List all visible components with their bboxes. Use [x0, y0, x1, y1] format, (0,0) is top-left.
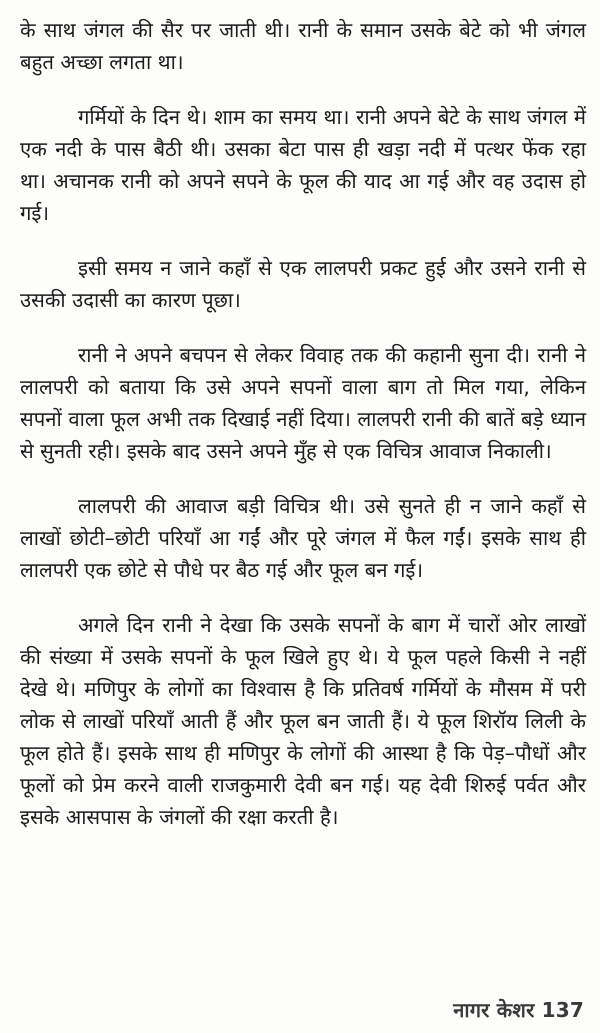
paragraph-5: लालपरी की आवाज बड़ी विचित्र थी। उसे सुनते ही न जाने कहाँ से लाखों छोटी–छोटी परियाँ आ गईं और पूरे जंगल में फैल गईं। इसके साथ ही लालपरी एक छोटे से पौधे पर बैठ गई और फूल बन गई।	[20, 494, 586, 582]
page-number: 137	[541, 998, 584, 1022]
page-footer	[453, 996, 584, 1023]
paragraph-6: अगले दिन रानी ने देखा कि उसके सपनों के बाग में चारों ओर लाखों की संख्या में उसके सपनों के फूल खिले हुए थे। ये फूल पहले किसी ने नहीं देखे थे। मणिपुर के लोगों का विश्वास है कि प्रतिवर्ष गर्मियों के मौसम में परी लोक से लाखों परियाँ आती हैं और फूल बन जाती हैं। ये फूल शिरॉय लिली के फूल होते हैं। इसके साथ ही मणिपुर के लोगों की आस्था है कि पेड़–पौधों और फूलों को प्रेम करने वाली राजकुमारी देवी बन गई। यह देवी शिरुई पर्वत और इसके आसपास के जंगलों की रक्षा करती है।	[20, 613, 586, 829]
book-title: नागर केशर	[453, 998, 535, 1022]
paragraph-4: रानी ने अपने बचपन से लेकर विवाह तक की कहानी सुना दी। रानी ने लालपरी को बताया कि उसे अपने सपनों वाला बाग तो मिल गया, लेकिन सपनों वाला फूल अभी तक दिखाई नहीं दिया। लालपरी रानी की बातें बड़े ध्यान से सुनती रही। इसके बाद उसने अपने मुँह से एक विचित्र आवाज निकाली।	[20, 343, 586, 463]
paragraph-3: इसी समय न जाने कहाँ से एक लालपरी प्रकट हुई और उसने रानी से उसकी उदासी का कारण पूछा।	[20, 256, 586, 312]
page-body	[20, 14, 586, 856]
paragraph-1: के साथ जंगल की सैर पर जाती थी। रानी के समान उसके बेटे को भी जंगल बहुत अच्छा लगता था।	[20, 18, 586, 74]
paragraph-2: गर्मियों के दिन थे। शाम का समय था। रानी अपने बेटे के साथ जंगल में एक नदी के पास बैठी थी। उसका बेटा पास ही खड़ा नदी में पत्थर फेंक रहा था। अचानक रानी को अपने सपने के फूल की याद आ गई और वह उदास हो गई।	[20, 105, 586, 225]
